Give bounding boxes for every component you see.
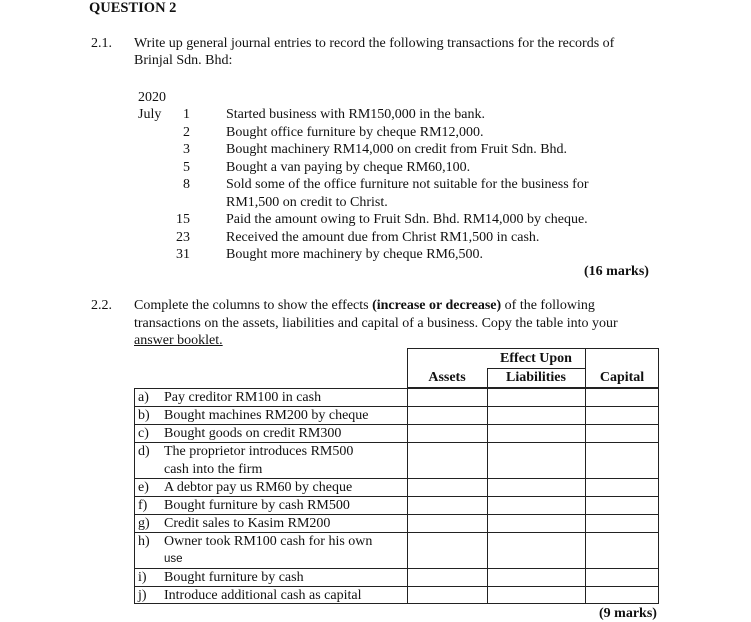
row-description: Bought goods on credit RM300 [164,426,342,441]
row-label: d) [138,444,150,459]
transaction-text: Bought more machinery by cheque RM6,500. [226,247,484,262]
table-row [138,443,353,478]
q22-instruction-line2: transactions on the assets, liabilities and capital of a business. Copy the table into your [134,316,618,331]
table-row [138,569,304,586]
transaction-text: Received the amount due from Christ RM1,500 in cash. [226,229,540,245]
table-row [138,515,330,532]
row-label: b) [138,408,150,423]
transaction-text: Paid the amount owing to Fruit Sdn. Bhd. RM14,000 by cheque. [226,212,588,227]
transaction-day: 1 [183,107,190,122]
row-description: Pay creditor RM100 in cash [164,390,322,405]
row-description: Bought furniture by cash [164,570,304,585]
table-row [138,587,361,604]
row-label: g) [138,516,150,531]
row-description: Introduce additional cash as capital [164,588,362,603]
transaction-day: 5 [183,159,190,175]
table-row [138,425,341,442]
row-description: Bought furniture by cash RM500 [164,498,350,513]
q22-line1-emphasis: (increase or decrease) [372,298,502,313]
table-row [138,497,350,514]
row-description: cash into the firm [164,462,263,477]
q21-year: 2020 [138,90,166,105]
transaction-text: Started business with RM150,000 in the bank. [226,107,485,122]
transaction-text: RM1,500 on credit to Christ. [226,194,388,210]
table-row [138,479,352,496]
q21-marks: (16 marks) [584,264,649,279]
transaction-text: Bought machinery RM14,000 on credit from Fruit Sdn. Bhd. [226,142,568,157]
row-label: i) [138,570,147,585]
liabilities-header: Liabilities [506,370,566,385]
table-row [138,533,372,568]
row-description: Credit sales to Kasim RM200 [164,516,331,531]
row-label: f) [138,498,148,513]
row-label: a) [138,390,149,405]
row-description: Bought machines RM200 by cheque [164,408,369,423]
q22-instruction-line1 [134,298,595,314]
row-label: h) [138,534,150,549]
assets-header: Assets [428,370,466,385]
transaction-day: 15 [176,212,190,227]
row-label: c) [138,426,149,441]
question-title: QUESTION 2 [89,0,177,16]
q21-instruction-line2: Brinjal Sdn. Bhd: [134,53,233,68]
row-description: A debtor pay us RM60 by cheque [164,480,353,495]
q22-line1-a: Complete the columns to show the effects [134,298,373,313]
transaction-day: 23 [176,229,190,245]
q22-line1-c: of the following [501,298,595,313]
transaction-day: 8 [183,177,190,192]
row-description: The proprietor introduces RM500 [164,444,354,459]
transaction-day: 31 [176,247,190,262]
row-label: e) [138,480,149,495]
table-row [138,389,321,406]
transaction-text: Sold some of the office furniture not suitable for the business for [226,177,589,192]
capital-header: Capital [599,370,645,385]
q21-number: 2.1. [91,36,112,51]
transaction-day: 2 [183,124,190,140]
q21-instruction-line1: Write up general journal entries to record the following transactions for the records of [134,36,615,51]
row-label: j) [138,588,147,603]
q22-marks: (9 marks) [599,606,657,621]
row-description: Owner took RM100 cash for his own [164,534,373,549]
transaction-day: 3 [183,142,190,157]
transaction-text: Bought office furniture by cheque RM12,000. [226,124,484,140]
row-description: use [164,553,183,565]
effect-upon-header: Effect Upon [500,351,572,366]
table-row [138,407,369,424]
q22-instruction-line3: answer booklet. [134,333,223,348]
q22-number: 2.2. [91,298,112,313]
q21-month: July [138,107,162,122]
transaction-text: Bought a van paying by cheque RM60,100. [226,159,471,175]
